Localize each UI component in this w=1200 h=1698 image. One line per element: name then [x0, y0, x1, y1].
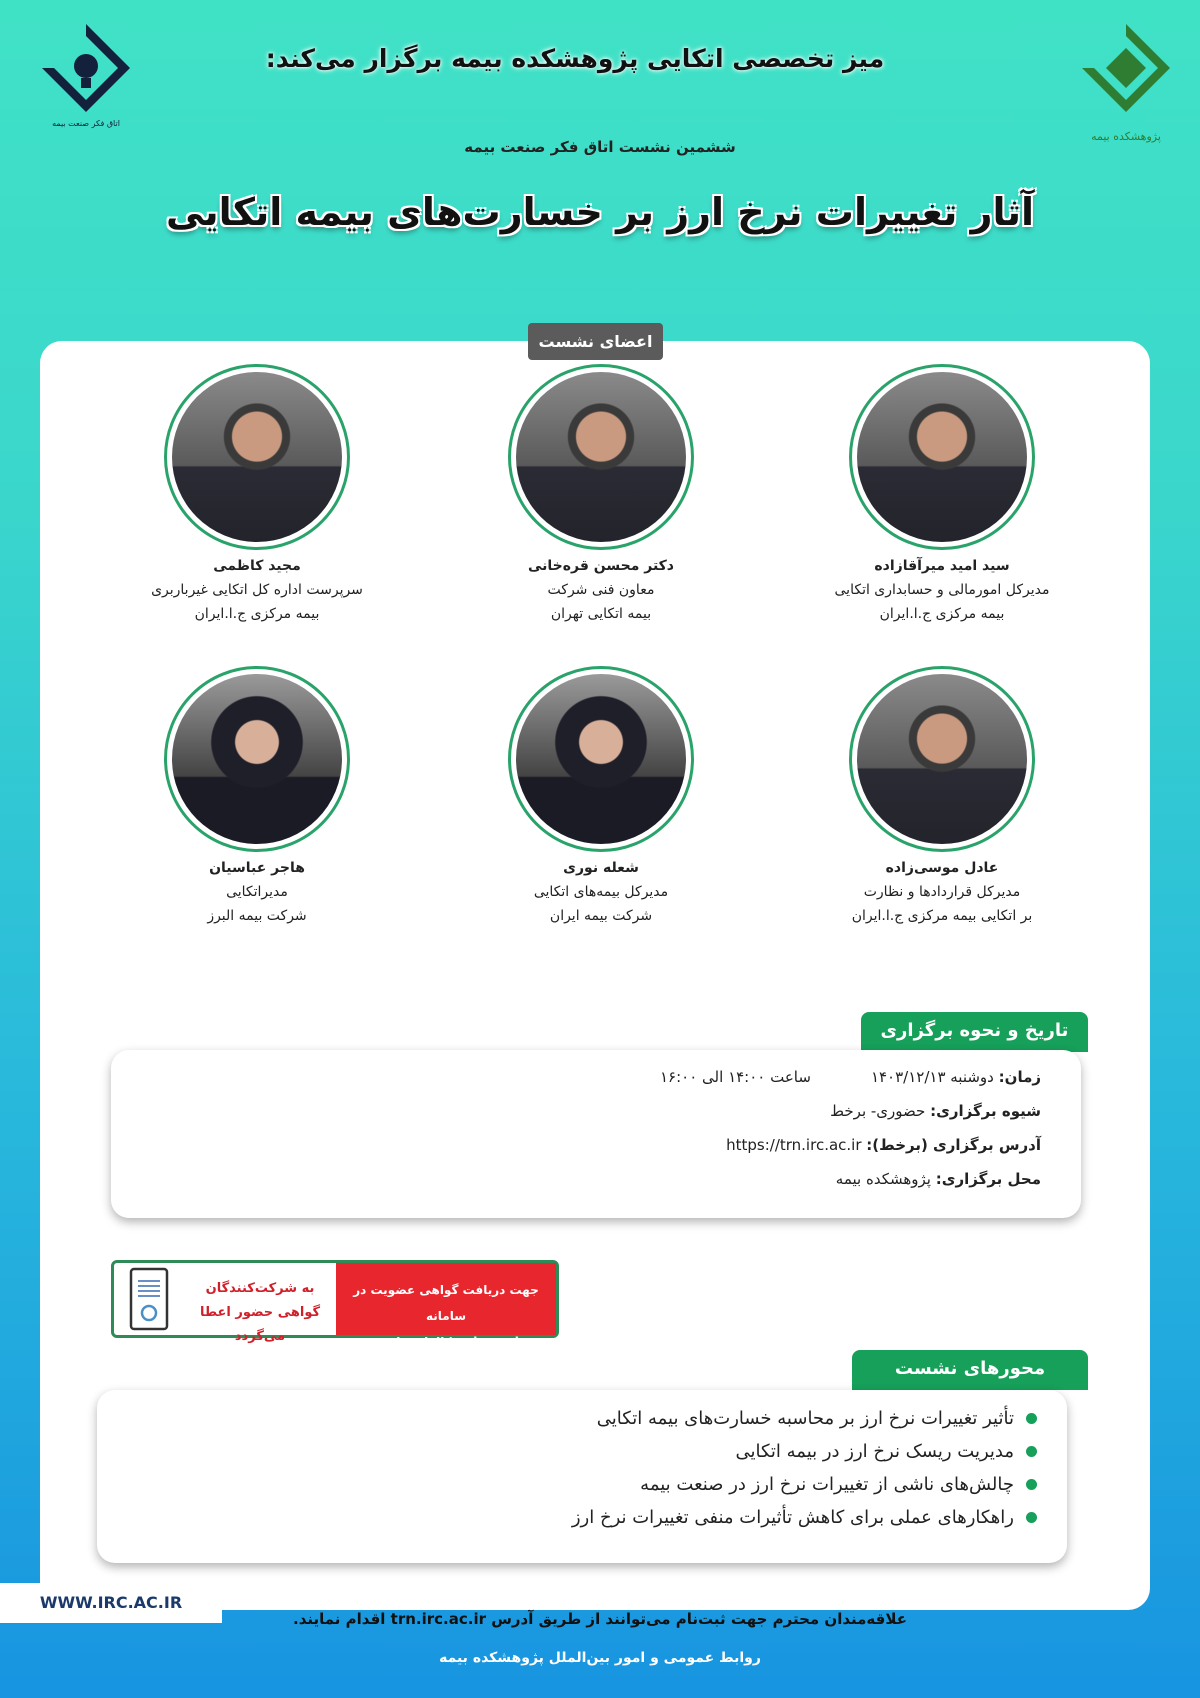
cert-red-line2: trn.irc.ac.ir الزامی است.	[367, 1335, 525, 1349]
member-organization: شرکت بیمه ایران	[549, 908, 653, 924]
member-organization: بیمه اتکایی تهران	[550, 606, 652, 622]
bullet-icon	[1026, 1479, 1037, 1490]
topics-box	[97, 1390, 1067, 1563]
member-name: هاجر عباسیان	[209, 860, 305, 876]
address-label: آدرس برگزاری (برخط):	[866, 1136, 1041, 1154]
member-photo	[508, 364, 694, 550]
left-logo	[38, 22, 135, 130]
certificate-box	[111, 1260, 559, 1349]
topics-tab: محورهای نشست	[852, 1350, 1088, 1390]
right-logo	[1078, 22, 1175, 152]
time-row	[111, 1068, 1041, 1086]
topic-text: راهکارهای عملی برای کاهش تأثیرات منفی تغییرات نرخ ارز	[571, 1507, 1014, 1528]
place-row	[111, 1170, 1041, 1188]
member-role: مدیرکل بیمه‌های اتکایی	[533, 884, 669, 900]
cert-white-line2: گواهی حضور اعطا می‌گردد	[199, 1305, 321, 1344]
member-photo	[508, 666, 694, 852]
cert-red-line1: جهت دریافت گواهی عضویت در سامانه	[353, 1283, 539, 1323]
right-logo-text: پژوهشکده بیمه	[1091, 130, 1161, 143]
address-row	[111, 1136, 1041, 1154]
member-card	[107, 666, 407, 924]
cert-white-line1: به شرکت‌کنندگان	[205, 1281, 315, 1296]
member-name: دکتر محسن قره‌خانی	[527, 558, 674, 574]
member-name: سید امید میرآقازاده	[874, 558, 1010, 574]
member-card	[451, 666, 751, 924]
member-role: مدیرکل قراردادها و نظارت	[863, 884, 1021, 900]
certificate-red-panel	[336, 1263, 556, 1349]
topic-text: مدیریت ریسک نرخ ارز در بیمه اتکایی	[735, 1441, 1014, 1462]
website-tab: WWW.IRC.AC.IR	[0, 1583, 222, 1623]
schedule-tab: تاریخ و نحوه برگزاری	[861, 1012, 1088, 1052]
topic-item	[97, 1408, 1037, 1429]
hours-value: ساعت ۱۴:۰۰ الی ۱۶:۰۰	[660, 1068, 811, 1086]
organizer-heading: میز تخصصی اتکایی پژوهشکده بیمه برگزار می‌کند:	[265, 44, 885, 73]
member-organization: بیمه مرکزی ج.ا.ایران	[194, 606, 320, 622]
member-name: شعله نوری	[563, 860, 639, 876]
schedule-box	[111, 1050, 1081, 1218]
left-logo-text: اتاق فکر صنعت بیمه	[52, 119, 120, 128]
topic-item	[97, 1441, 1037, 1462]
topic-item	[97, 1474, 1037, 1495]
member-photo	[164, 666, 350, 852]
member-role: سرپرست اداره کل اتکایی غیرباربری	[151, 582, 363, 598]
certificate-white-panel	[184, 1263, 336, 1344]
member-organization: شرکت بیمه البرز	[207, 908, 307, 924]
event-title: آثار تغییرات نرخ ارز بر خسارت‌های بیمه اتکایی	[165, 190, 1035, 234]
member-organization: بیمه مرکزی ج.ا.ایران	[879, 606, 1005, 622]
bullet-icon	[1026, 1446, 1037, 1457]
member-card	[107, 364, 407, 622]
member-card	[792, 666, 1092, 924]
topic-item	[97, 1507, 1037, 1528]
place-value: پژوهشکده بیمه	[835, 1170, 931, 1188]
member-photo	[849, 364, 1035, 550]
bullet-icon	[1026, 1512, 1037, 1523]
time-value: دوشنبه ۱۴۰۳/۱۲/۱۳	[870, 1068, 994, 1086]
members-badge: اعضای نشست	[528, 323, 663, 360]
topic-text: چالش‌های ناشی از تغییرات نرخ ارز در صنعت بیمه	[640, 1474, 1014, 1495]
registration-note: علاقه‌مندان محترم جهت ثبت‌نام می‌توانند از طریق آدرس trn.irc.ac.ir اقدام نمایند.	[293, 1610, 907, 1628]
member-role: معاون فنی شرکت	[547, 582, 655, 598]
address-link[interactable]: https://trn.irc.ac.ir	[726, 1136, 862, 1154]
member-name: عادل موسی‌زاده	[885, 860, 999, 876]
footer-text: روابط عمومی و امور بین‌الملل پژوهشکده بیمه	[439, 1650, 761, 1666]
bullet-icon	[1026, 1413, 1037, 1424]
session-subtitle: ششمین نشست اتاق فکر صنعت بیمه	[464, 138, 736, 156]
place-label: محل برگزاری:	[935, 1170, 1041, 1188]
member-card	[451, 364, 751, 622]
mode-label: شیوه برگزاری:	[930, 1102, 1041, 1120]
certificate-icon	[114, 1263, 184, 1335]
member-photo	[849, 666, 1035, 852]
mode-value: حضوری- برخط	[830, 1102, 926, 1120]
member-organization: بر اتکایی بیمه مرکزی ج.ا.ایران	[851, 908, 1033, 924]
topic-text: تأثیر تغییرات نرخ ارز بر محاسبه خسارت‌های بیمه اتکایی	[596, 1408, 1014, 1429]
member-card	[792, 364, 1092, 622]
mode-row	[111, 1102, 1041, 1120]
member-role: مدیرکل امورمالی و حسابداری اتکایی	[834, 582, 1050, 598]
member-name: مجید کاظمی	[213, 558, 301, 574]
time-label: زمان:	[998, 1068, 1041, 1086]
member-role: مدیراتکایی	[226, 884, 288, 900]
member-photo	[164, 364, 350, 550]
